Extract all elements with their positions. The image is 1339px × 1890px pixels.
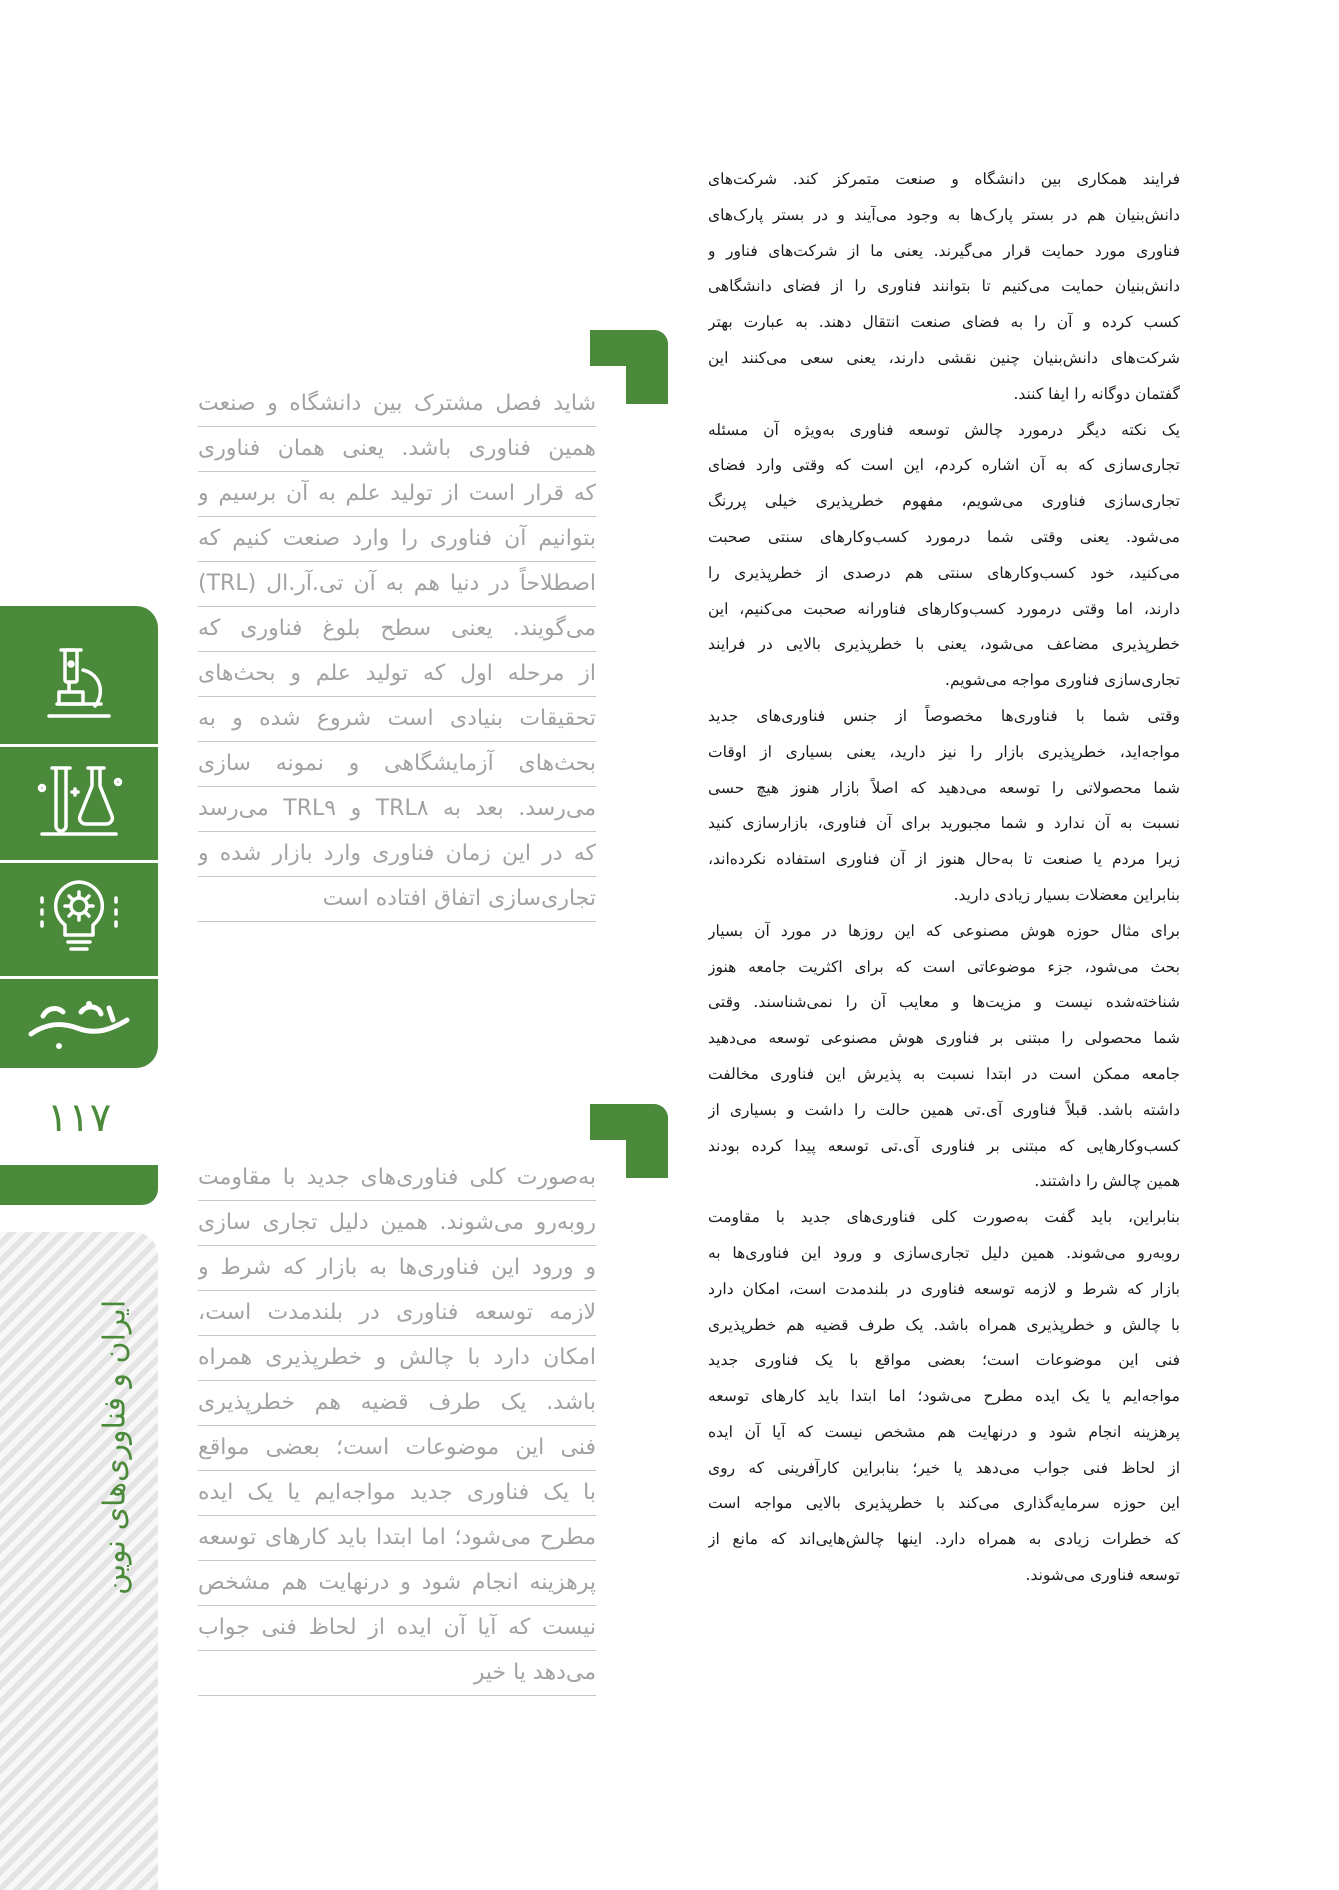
quote-line: تحقیقات بنیادی است شروع شده و به — [198, 697, 596, 742]
article-line: با چالش و خطرپذیری همراه باشد. یک طرف قضیه هم خطرپذیری — [708, 1315, 1180, 1334]
lab-flask-icon — [34, 758, 124, 844]
article-line: داشته باشد. قبلاً فناوری آی.تی همین حالت را داشت و بسیاری از — [708, 1100, 1180, 1119]
quote-corner-mark — [590, 330, 670, 406]
article-line: دانش‌بنیان حمایت می‌کنیم تا بتوانند فناوری را از فضای دانشگاهی — [708, 277, 1180, 296]
article-line: بنابراین، باید گفت به‌صورت کلی فناوری‌های جدید با مقاومت — [708, 1208, 1180, 1227]
quote-line: روبه‌رو می‌شوند. همین دلیل تجاری سازی — [198, 1201, 596, 1246]
quote-line: لازمه توسعه فناوری در بلندمدت است، — [198, 1291, 596, 1336]
brand-logo — [0, 980, 158, 1068]
article-line: دارند، اما وقتی درمورد کسب‌وکارهای فناورانه صحبت می‌کنیم، این — [708, 599, 1180, 618]
quote-line: بحث‌های آزمایشگاهی و نمونه سازی — [198, 742, 596, 787]
quote-line: به‌صورت کلی فناوری‌های جدید با مقاومت — [198, 1156, 596, 1201]
article-line: توسعه فناوری می‌شوند. — [1025, 1566, 1180, 1585]
page-number-bar — [0, 1165, 158, 1205]
article-line: شناخته‌شده نیست و مزیت‌ها و معایب آن را نمی‌شناسند. وقتی — [708, 993, 1180, 1012]
article-line: روبه‌رو می‌شوند. همین دلیل تجاری‌سازی و ورود این فناوری‌ها به — [708, 1243, 1180, 1262]
article-line: دانش‌بنیان هم در بستر پارک‌ها به وجود می‌آیند و در بستر پارک‌های — [708, 205, 1180, 224]
sidebar-divider — [0, 744, 158, 747]
quote-line: نیست که آیا آن ایده از لحاظ فنی جواب — [198, 1606, 596, 1651]
article-line: وقتی شما با فناوری‌ها مخصوصاً از جنس فناوری‌های جدید — [708, 706, 1180, 725]
sidebar-divider — [0, 860, 158, 863]
article-line: مواجه‌ایم یا یک ایده مطرح می‌شود؛ اما ابتدا باید کارهای توسعه — [708, 1387, 1180, 1406]
article-line: شما محصولاتی را توسعه می‌دهید که اصلاً بازار هنوز هیچ حسی — [708, 778, 1180, 797]
quote-line: و ورود این فناوری‌ها به بازار که شرط و — [198, 1246, 596, 1291]
quote-line: باشد. یک طرف قضیه هم خطرپذیری — [198, 1381, 596, 1426]
article-line: شما محصولی را مبتنی بر فناوری هوش مصنوعی توسعه می‌دهید — [708, 1029, 1180, 1048]
quote-line: می‌گویند. یعنی سطح بلوغ فناوری که — [198, 607, 596, 652]
gear-lightbulb-icon — [34, 874, 124, 960]
article-line: تجاری‌سازی که به آن اشاره کردم، این است که وقتی وارد فضای — [708, 456, 1180, 475]
article-line: گفتمان دوگانه را ایفا کنند. — [1013, 384, 1180, 403]
quote-line: مطرح می‌شود؛ اما ابتدا باید کارهای توسعه — [198, 1516, 596, 1561]
quote-line: امکان دارد با چالش و خطرپذیری همراه — [198, 1336, 596, 1381]
article-line: پرهزینه انجام شود و درنهایت هم مشخص نیست که آیا آن ایده — [708, 1422, 1180, 1441]
article-line: کسب‌وکارهایی که مبتنی بر فناوری آی.تی توسعه پیدا کرده بودند — [708, 1136, 1180, 1155]
quote-line: می‌دهد یا خیر — [198, 1651, 596, 1696]
quote-corner-mark — [590, 1104, 670, 1180]
quote-line: از مرحله اول که تولید علم و بحث‌های — [198, 652, 596, 697]
article-line: می‌شود. یعنی وقتی شما درمورد کسب‌وکارهای سنتی صحبت — [708, 527, 1180, 546]
article-line: فناوری مورد حمایت قرار می‌گیرند. یعنی ما از شرکت‌های فناور و — [708, 241, 1180, 260]
article-line: جامعه ممکن است در ابتدا نسبت به پذیرش این فناوری مخالفت — [708, 1064, 1180, 1083]
article-line: بحث می‌شود، جزء موضوعاتی است که برای اکثریت جامعه هنوز — [708, 957, 1180, 976]
sidebar-tile-microscope — [0, 632, 158, 738]
article-line: برای مثال حوزه هوش مصنوعی که این روزها در مورد آن بسیار — [708, 921, 1180, 940]
sidebar-tile-lab — [0, 748, 158, 854]
quote-line: بتوانیم آن فناوری را وارد صنعت کنیم که — [198, 517, 596, 562]
quote-line: اصطلاحاً در دنیا هم به آن تی.آر.ال (TRL) — [198, 562, 596, 607]
brand-logo-mark — [19, 994, 139, 1054]
sidebar-tile-idea — [0, 864, 158, 970]
article-line: فنی این موضوعات است؛ بعضی مواقع با یک فناوری جدید — [708, 1351, 1180, 1370]
quote-line: شاید فصل مشترک بین دانشگاه و صنعت — [198, 382, 596, 427]
quote-line: که در این زمان فناوری وارد بازار شده و — [198, 832, 596, 877]
quote-line: که قرار است از تولید علم به آن برسیم و — [198, 472, 596, 517]
article-line: بنابراین معضلات بسیار زیادی دارید. — [953, 885, 1180, 904]
pull-quote-2 — [198, 1156, 596, 1696]
sidebar-divider — [0, 976, 158, 979]
article-line: تجاری‌سازی فناوری مواجه می‌شویم. — [945, 671, 1180, 690]
article-line: بازار که شرط و لازمه توسعه فناوری در بلندمدت است، امکان دارد — [708, 1279, 1180, 1298]
quote-line: می‌رسد. بعد به TRL۸ و TRL۹ می‌رسد — [198, 787, 596, 832]
quote-line: فنی این موضوعات است؛ بعضی مواقع — [198, 1426, 596, 1471]
quote-line: همین فناوری باشد. یعنی همان فناوری — [198, 427, 596, 472]
article-line: زیرا مردم یا صنعت تا به‌حال هنوز از آن فناوری استفاده نکرده‌اند، — [708, 850, 1180, 869]
article-line: مواجه‌اید، خطرپذیری بازار را نیز دارید، یعنی بسیاری از اوقات — [708, 742, 1180, 761]
article-line: همین چالش را داشتند. — [1034, 1172, 1180, 1191]
article-line: از لحاظ فنی جواب می‌دهد یا خیر؛ بنابراین کارآفرینی که روی — [708, 1458, 1180, 1477]
article-line: تجاری‌سازی فناوری می‌شویم، مفهوم خطرپذیری خیلی پررنگ — [708, 492, 1180, 511]
article-line: خطرپذیری مضاعف می‌شود، یعنی با خطرپذیری بالایی در فرایند — [708, 635, 1180, 654]
article-line: این حوزه سرمایه‌گذاری می‌کند با خطرپذیری بالایی مواجه است — [708, 1494, 1180, 1513]
microscope-icon — [39, 642, 119, 728]
section-title: ایران و فناوری‌های نوین — [97, 1300, 133, 1596]
quote-line: تجاری‌سازی اتفاق افتاده است — [198, 877, 596, 922]
article-line: کسب کرده و آن را به فضای صنعت انتقال دهند. به عبارت بهتر — [708, 313, 1180, 332]
article-line: نسبت به آن ندارد و شما مجبورید برای آن فناوری، بازارسازی کنید — [708, 814, 1180, 833]
article-line: فرایند همکاری بین دانشگاه و صنعت متمرکز کند. شرکت‌های — [708, 170, 1180, 188]
article-body — [708, 162, 1180, 1594]
article-line: یک نکته دیگر درمورد چالش توسعه فناوری به‌ویژه آن مسئله — [708, 420, 1180, 439]
quote-line: پرهزینه انجام شود و درنهایت هم مشخص — [198, 1561, 596, 1606]
article-line: شرکت‌های دانش‌بنیان چنین نقشی دارند، یعنی سعی می‌کنند این — [708, 348, 1180, 367]
article-line: می‌کنید، خود کسب‌وکارهای سنتی هم درصدی از خطرپذیری را — [708, 563, 1180, 582]
pull-quote-1 — [198, 382, 596, 922]
article-line: که خطرات زیادی به همراه دارد. اینها چالش‌هایی‌اند که مانع از — [708, 1530, 1180, 1549]
page-number: ۱۱۷ — [46, 1095, 112, 1141]
quote-line: با یک فناوری جدید مواجه‌ایم یا یک ایده — [198, 1471, 596, 1516]
